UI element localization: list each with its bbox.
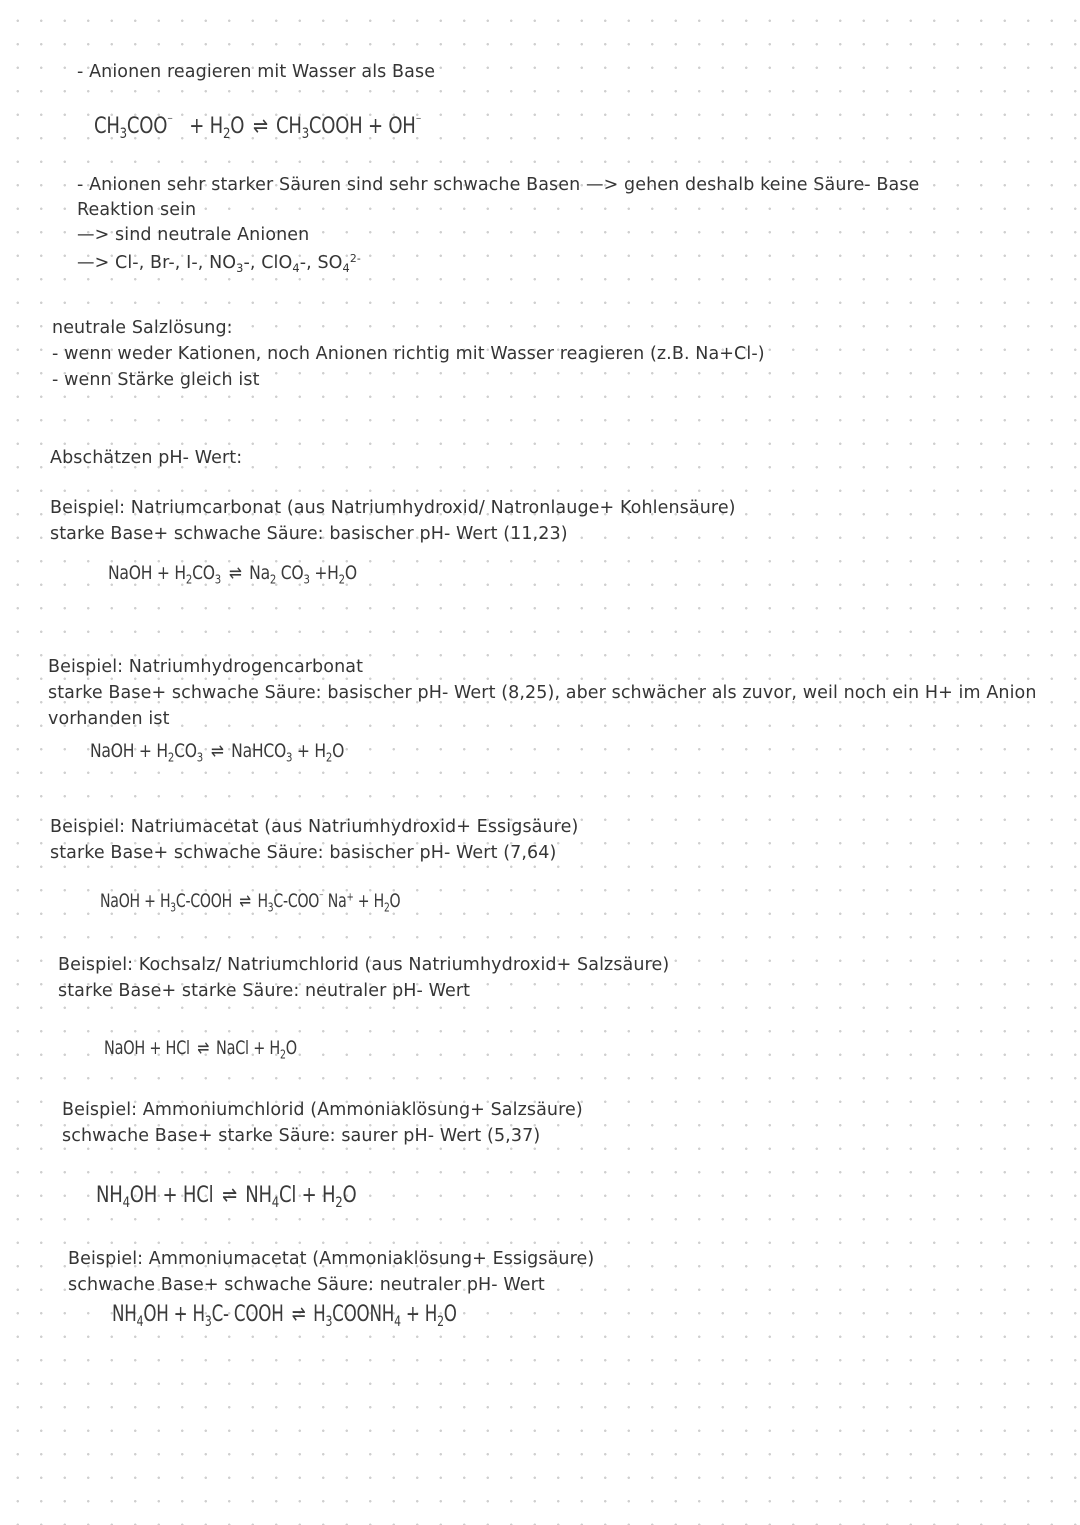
- text-example-2-title: Beispiel: Natriumhydrogencarbonat: [48, 657, 364, 677]
- text-neutral-condition-2: - wenn Stärke gleich ist: [52, 370, 260, 390]
- equilibrium-arrow-icon: ⇌: [228, 562, 242, 584]
- text-example-4-desc: starke Base+ starke Säure: neutraler pH- Wert: [58, 981, 471, 1001]
- text-anionen-strong-acids: - Anionen sehr starker Säuren sind sehr schwache Basen —> gehen deshalb keine Säure- Base: [77, 175, 920, 195]
- text-example-2-desc-cont: vorhanden ist: [48, 709, 170, 729]
- text-example-1-title: Beispiel: Natriumcarbonat (aus Natriumhydroxid/ Natronlauge+ Kohlensäure): [50, 498, 736, 518]
- equation-sodium-carbonate: NaOH + $H_2CO_3$ ⇌ $Na_2$ $CO_3 +H_2O$: [108, 562, 357, 587]
- text-reaktion-sein: Reaktion sein: [77, 200, 197, 220]
- equilibrium-arrow-icon: ⇌: [210, 740, 224, 762]
- heading-ph-wert: Abschätzen pH- Wert:: [50, 448, 243, 468]
- equilibrium-arrow-icon: ⇌: [197, 1037, 209, 1059]
- text-anionen-base: - Anionen reagieren mit Wasser als Base: [77, 62, 436, 82]
- text-example-4-title: Beispiel: Kochsalz/ Natriumchlorid (aus Natriumhydroxid+ Salzsäure): [58, 955, 670, 975]
- equation-acetate-hydrolysis: $CH_3COO^{^-}$ + $H_2O$ ⇌ $CH_3COOH + OH^{^-}$: [94, 113, 422, 142]
- text-example-3-title: Beispiel: Natriumacetat (aus Natriumhydroxid+ Essigsäure): [50, 817, 579, 837]
- text-neutrale-anionen: —> sind neutrale Anionen: [77, 225, 310, 245]
- equilibrium-arrow-icon: ⇌: [239, 890, 251, 912]
- text-example-6-desc: schwache Base+ schwache Säure: neutraler pH- Wert: [68, 1275, 545, 1295]
- text-example-5-title: Beispiel: Ammoniumchlorid (Ammoniaklösung+ Salzsäure): [62, 1100, 583, 1120]
- equation-sodium-hydrogencarbonate: NaOH + $H_2CO_3$ ⇌ NaHCO$_3$ + $H_2O$: [90, 740, 345, 765]
- equilibrium-arrow-icon: ⇌: [222, 1183, 237, 1208]
- text-neutral-condition-1: - wenn weder Kationen, noch Anionen richtig mit Wasser reagieren (z.B. Na+Cl-): [52, 344, 765, 364]
- text-example-2-desc: starke Base+ schwache Säure: basischer pH- Wert (8,25), aber schwächer als zuvor, weil noch ein H+ im Anion: [48, 683, 1037, 703]
- text-example-3-desc: starke Base+ schwache Säure: basischer pH- Wert (7,64): [50, 843, 557, 863]
- text-example-1-desc: starke Base+ schwache Säure: basischer pH- Wert (11,23): [50, 524, 568, 544]
- equation-ammonium-chloride: $NH_4OH$ + HCl ⇌ $NH_4Cl + H_2O$: [96, 1183, 357, 1211]
- equation-sodium-chloride: NaOH + HCl ⇌ NaCl + $H_2O$: [104, 1037, 297, 1062]
- equilibrium-arrow-icon: ⇌: [291, 1302, 305, 1327]
- text-ion-list: —> Cl-, Br-, I-, $NO_3-$, ClO$_4$-, $SO_4^{2-}$: [77, 252, 361, 275]
- text-example-5-desc: schwache Base+ starke Säure: saurer pH- Wert (5,37): [62, 1126, 541, 1146]
- equilibrium-arrow-icon: ⇌: [252, 114, 268, 139]
- equation-ammonium-acetate: $NH_4OH + H_3C-$ COOH ⇌ $H_3COONH_4 + H_2O$: [112, 1302, 457, 1330]
- text-example-6-title: Beispiel: Ammoniumacetat (Ammoniaklösung+ Essigsäure): [68, 1249, 595, 1269]
- equation-sodium-acetate: NaOH + $H_3C$-COOH ⇌ $H_3C-COO^{^-}$ $Na^+ + H_2O$: [100, 889, 401, 915]
- heading-neutrale-salzloesung: neutrale Salzlösung:: [52, 318, 233, 338]
